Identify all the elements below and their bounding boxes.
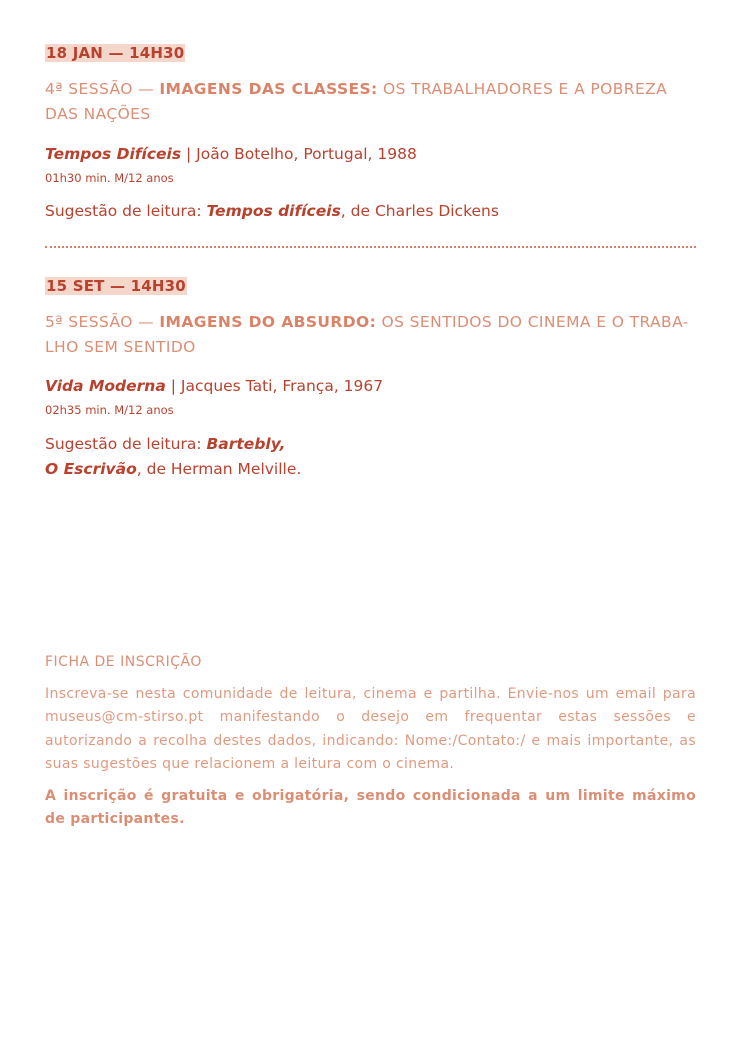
film-line [45, 144, 417, 164]
reading-suggestion [45, 199, 499, 224]
reading-title-line1: Bartebly, [206, 435, 286, 453]
registration-title: FICHA DE INSCRIÇÃO [45, 654, 202, 670]
session-theme-rest: OS SENTIDOS DO CINEMA E O TRABA-LHO SEM SENTIDO [45, 313, 689, 356]
session-theme-bold: IMAGENS DAS CLASSES: [159, 80, 378, 98]
film-title: Tempos Difíceis [45, 145, 182, 163]
session-number: 5ª SESSÃO — [45, 313, 160, 331]
film-duration-rating: 02h35 min. M/12 anos [45, 403, 174, 417]
reading-label: Sugestão de leitura: [45, 202, 207, 220]
session-theme-rest: OS TRABALHADORES E A POBREZA DAS NAÇÕES [45, 80, 668, 123]
reading-suggestion [45, 432, 301, 481]
reading-title: Tempos difíceis [206, 202, 341, 220]
film-details: | Jacques Tati, França, 1967 [165, 377, 384, 395]
film-line [45, 376, 383, 396]
reading-author: , de Charles Dickens [340, 202, 499, 220]
session-number: 4ª SESSÃO — [45, 80, 160, 98]
reading-title-line2: O Escrivão [45, 459, 137, 478]
session-theme-bold: IMAGENS DO ABSURDO: [159, 313, 377, 331]
registration-note: A inscrição é gratuita e obrigatória, sendo condicionada a um limite máximo de participantes. [45, 788, 696, 828]
reading-author: , de Herman Melville. [136, 459, 302, 478]
registration-body: Inscreva-se nesta comunidade de leitura, cinema e partilha. Envie-nos um email para museus@cm-stirso.pt manifestando o desejo em frequentar estas sessões e autorizando a recolha destes dados, indicando: Nome:/Contato:/ e mais importante, as suas sugestões que relacionem a leitura com o cinema. [45, 686, 696, 772]
session-title [45, 310, 696, 360]
reading-label: Sugestão de leitura: [45, 435, 207, 453]
session-title [45, 77, 696, 127]
session-date-tag: 18 JAN — 14H30 [46, 44, 185, 62]
session-date-tag: 15 SET — 14H30 [46, 277, 186, 295]
film-details: | João Botelho, Portugal, 1988 [181, 145, 417, 163]
dotted-divider [45, 246, 696, 248]
film-duration-rating: 01h30 min. M/12 anos [45, 171, 174, 185]
film-title: Vida Moderna [45, 377, 166, 395]
